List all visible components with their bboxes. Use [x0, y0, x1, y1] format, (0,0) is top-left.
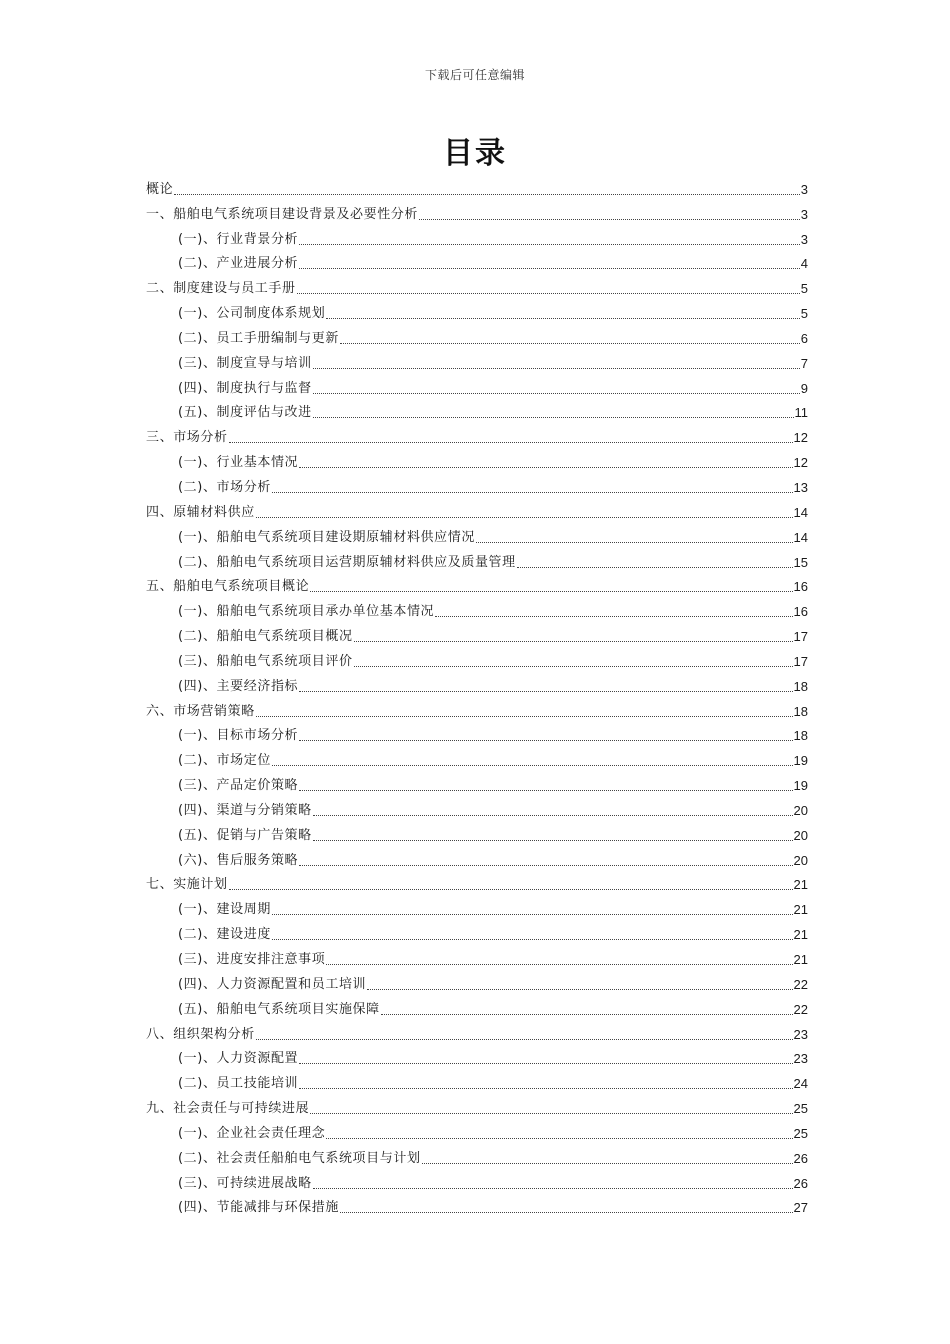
- toc-dot-leader: [476, 542, 793, 543]
- toc-entry-title: 概论: [146, 181, 174, 197]
- toc-dot-leader: [310, 591, 792, 592]
- toc-page-number: 27: [793, 1200, 808, 1216]
- toc-section-entry[interactable]: [146, 447, 808, 472]
- toc-section-entry[interactable]: [146, 522, 808, 547]
- toc-entry-title: 八、组织架构分析: [146, 1026, 255, 1042]
- toc-dot-leader: [381, 1014, 793, 1015]
- toc-section-entry[interactable]: [146, 1118, 808, 1143]
- toc-chapter-entry[interactable]: [146, 1093, 808, 1118]
- toc-page-number: 23: [793, 1026, 808, 1042]
- toc-dot-leader: [272, 939, 793, 940]
- toc-section-entry[interactable]: [146, 398, 808, 423]
- toc-dot-leader: [517, 567, 793, 568]
- toc-page-number: 14: [793, 529, 808, 545]
- toc-dot-leader: [297, 293, 800, 294]
- toc-entry-title: (三)、进度安排注意事项: [178, 952, 326, 967]
- toc-dot-leader: [272, 765, 793, 766]
- toc-page-number: 22: [793, 976, 808, 992]
- toc-entry-title: (二)、船舶电气系统项目运营期原辅材料供应及质量管理: [178, 554, 516, 570]
- toc-dot-leader: [422, 1163, 793, 1164]
- page-header-note: 下载后可任意编辑: [424, 68, 525, 82]
- toc-dot-leader: [272, 914, 793, 915]
- toc-page-number: 26: [793, 1175, 808, 1191]
- toc-section-entry[interactable]: [146, 298, 808, 323]
- toc-page-number: 23: [793, 1051, 808, 1067]
- toc-section-entry[interactable]: [146, 795, 808, 820]
- toc-dot-leader: [256, 1039, 793, 1040]
- toc-dot-leader: [310, 1113, 792, 1114]
- toc-chapter-entry[interactable]: [146, 696, 808, 721]
- toc-dot-leader: [326, 964, 792, 965]
- toc-entry-title: (二)、建设进度: [178, 927, 271, 943]
- toc-section-entry[interactable]: [146, 944, 808, 969]
- toc-entry-title: (一)、行业背景分析: [178, 231, 299, 247]
- toc-dot-leader: [313, 1188, 793, 1189]
- toc-dot-leader: [326, 1138, 792, 1139]
- toc-entry-title: 九、社会责任与可持续进展: [146, 1101, 310, 1117]
- toc-dot-leader: [299, 268, 800, 269]
- toc-page-number: 20: [793, 852, 808, 868]
- toc-page-number: 18: [793, 678, 808, 694]
- toc-page-number: 18: [793, 728, 808, 744]
- toc-entry-title: (一)、船舶电气系统项目建设期原辅材料供应情况: [178, 529, 475, 545]
- toc-entry-title: (六)、售后服务策略: [178, 852, 299, 868]
- toc-entry-title: (五)、促销与广告策略: [178, 827, 312, 843]
- toc-page-number: 25: [793, 1125, 808, 1141]
- toc-dot-leader: [272, 492, 793, 493]
- toc-page-number: 3: [800, 206, 808, 222]
- toc-page-number: 18: [793, 703, 808, 719]
- toc-chapter-entry[interactable]: [146, 174, 808, 199]
- toc-page-number: 14: [793, 504, 808, 520]
- toc-dot-leader: [326, 318, 799, 319]
- toc-page-number: 3: [800, 231, 808, 247]
- toc-page-number: 20: [793, 802, 808, 818]
- toc-entry-title: 六、市场营销策略: [146, 703, 255, 719]
- toc-dot-leader: [435, 616, 792, 617]
- toc-section-entry[interactable]: [146, 621, 808, 646]
- toc-dot-leader: [299, 790, 792, 791]
- toc-entry-title: 二、制度建设与员工手册: [146, 281, 296, 297]
- toc-section-entry[interactable]: [146, 596, 808, 621]
- toc-entry-title: (二)、员工技能培训: [178, 1076, 299, 1092]
- toc-page-number: 24: [793, 1076, 808, 1092]
- toc-dot-leader: [313, 417, 794, 418]
- toc-dot-leader: [299, 1088, 792, 1089]
- toc-chapter-entry[interactable]: [146, 199, 808, 224]
- toc-dot-leader: [313, 368, 800, 369]
- toc-section-entry[interactable]: [146, 770, 808, 795]
- toc-dot-leader: [313, 815, 793, 816]
- toc-entry-title: 三、市场分析: [146, 430, 228, 446]
- toc-entry-title: (二)、员工手册编制与更新: [178, 330, 339, 346]
- toc-section-entry[interactable]: [146, 721, 808, 746]
- toc-entry-title: (五)、制度评估与改进: [178, 405, 312, 421]
- toc-page-number: 3: [800, 181, 808, 197]
- toc-entry-title: (一)、企业社会责任理念: [178, 1125, 326, 1141]
- toc-entry-title: (一)、公司制度体系规划: [178, 306, 326, 322]
- toc-section-entry[interactable]: [146, 845, 808, 870]
- toc-dot-leader: [299, 244, 800, 245]
- toc-section-entry[interactable]: [146, 745, 808, 770]
- toc-chapter-entry[interactable]: [146, 572, 808, 597]
- toc-dot-leader: [256, 517, 793, 518]
- toc-page-number: 13: [793, 479, 808, 495]
- toc-section-entry[interactable]: [146, 969, 808, 994]
- toc-dot-leader: [299, 740, 792, 741]
- table-of-contents: [146, 174, 808, 1217]
- toc-entry-title: 四、原辅材料供应: [146, 504, 255, 520]
- toc-dot-leader: [256, 716, 793, 717]
- toc-entry-title: (一)、建设周期: [178, 902, 271, 918]
- toc-section-entry[interactable]: [146, 919, 808, 944]
- toc-dot-leader: [354, 641, 793, 642]
- toc-entry-title: (二)、产业进展分析: [178, 256, 299, 272]
- toc-dot-leader: [174, 194, 800, 195]
- toc-page-number: 25: [793, 1101, 808, 1117]
- toc-page-number: 12: [793, 455, 808, 471]
- toc-page-number: 9: [800, 380, 808, 396]
- toc-entry-title: (一)、人力资源配置: [178, 1051, 299, 1067]
- toc-page-number: 21: [793, 877, 808, 893]
- toc-dot-leader: [313, 840, 793, 841]
- toc-section-entry[interactable]: [146, 224, 808, 249]
- toc-section-entry[interactable]: [146, 547, 808, 572]
- toc-entry-title: (二)、市场定位: [178, 753, 271, 769]
- toc-dot-leader: [299, 865, 792, 866]
- toc-dot-leader: [299, 691, 792, 692]
- toc-page-number: 12: [793, 430, 808, 446]
- toc-page-number: 17: [793, 653, 808, 669]
- toc-section-entry[interactable]: [146, 1068, 808, 1093]
- toc-section-entry[interactable]: [146, 994, 808, 1019]
- toc-dot-leader: [299, 1063, 792, 1064]
- toc-entry-title: (四)、节能减排与环保措施: [178, 1200, 339, 1216]
- toc-entry-title: 七、实施计划: [146, 877, 228, 893]
- toc-section-entry[interactable]: [146, 472, 808, 497]
- toc-entry-title: (二)、社会责任船舶电气系统项目与计划: [178, 1150, 421, 1166]
- toc-page-number: 5: [800, 306, 808, 322]
- toc-entry-title: (一)、目标市场分析: [178, 728, 299, 744]
- toc-dot-leader: [299, 467, 792, 468]
- toc-page-number: 15: [793, 554, 808, 570]
- toc-section-entry[interactable]: [146, 820, 808, 845]
- toc-page-number: 4: [800, 256, 808, 272]
- toc-chapter-entry[interactable]: [146, 1019, 808, 1044]
- toc-section-entry[interactable]: [146, 894, 808, 919]
- toc-chapter-entry[interactable]: [146, 422, 808, 447]
- toc-entry-title: (四)、人力资源配置和员工培训: [178, 976, 367, 992]
- toc-entry-title: (一)、行业基本情况: [178, 455, 299, 471]
- toc-section-entry[interactable]: [146, 1168, 808, 1193]
- toc-page-number: 16: [793, 579, 808, 595]
- toc-entry-title: (四)、主要经济指标: [178, 678, 299, 694]
- toc-section-entry[interactable]: [146, 348, 808, 373]
- toc-entry-title: 一、船舶电气系统项目建设背景及必要性分析: [146, 206, 419, 222]
- toc-chapter-entry[interactable]: [146, 497, 808, 522]
- toc-chapter-entry[interactable]: [146, 273, 808, 298]
- toc-page-number: 19: [793, 753, 808, 769]
- toc-section-entry[interactable]: [146, 671, 808, 696]
- toc-page-number: 17: [793, 629, 808, 645]
- toc-dot-leader: [229, 889, 793, 890]
- toc-dot-leader: [229, 442, 793, 443]
- toc-dot-leader: [419, 219, 800, 220]
- toc-page-number: 6: [800, 330, 808, 346]
- toc-page-number: 16: [793, 604, 808, 620]
- toc-entry-title: 五、船舶电气系统项目概论: [146, 579, 310, 595]
- toc-entry-title: (五)、船舶电气系统项目实施保障: [178, 1001, 380, 1017]
- toc-dot-leader: [367, 989, 792, 990]
- toc-entry-title: (一)、船舶电气系统项目承办单位基本情况: [178, 604, 435, 620]
- toc-chapter-entry[interactable]: [146, 870, 808, 895]
- toc-page-number: 21: [793, 927, 808, 943]
- toc-page-number: 5: [800, 281, 808, 297]
- toc-entry-title: (二)、船舶电气系统项目概况: [178, 629, 353, 645]
- toc-section-entry[interactable]: [146, 1193, 808, 1218]
- toc-page-number: 21: [793, 952, 808, 967]
- toc-dot-leader: [340, 1212, 793, 1213]
- toc-dot-leader: [313, 393, 800, 394]
- toc-dot-leader: [354, 666, 793, 667]
- toc-entry-title: (三)、产品定价策略: [178, 778, 299, 794]
- toc-title: 目录: [443, 136, 507, 171]
- toc-section-entry[interactable]: [146, 646, 808, 671]
- toc-entry-title: (四)、制度执行与监督: [178, 380, 312, 396]
- toc-entry-title: (四)、渠道与分销策略: [178, 802, 312, 818]
- toc-page-number: 11: [794, 405, 808, 421]
- toc-entry-title: (三)、船舶电气系统项目评价: [178, 653, 353, 669]
- toc-page-number: 7: [800, 355, 808, 371]
- toc-section-entry[interactable]: [146, 249, 808, 274]
- toc-page-number: 21: [793, 902, 808, 918]
- toc-section-entry[interactable]: [146, 1044, 808, 1069]
- toc-entry-title: (三)、制度宣导与培训: [178, 355, 312, 371]
- toc-section-entry[interactable]: [146, 373, 808, 398]
- toc-entry-title: (二)、市场分析: [178, 479, 271, 495]
- toc-section-entry[interactable]: [146, 323, 808, 348]
- toc-page-number: 22: [793, 1001, 808, 1017]
- toc-dot-leader: [340, 343, 800, 344]
- toc-entry-title: (三)、可持续进展战略: [178, 1175, 312, 1191]
- toc-page-number: 19: [793, 778, 808, 794]
- toc-page-number: 26: [793, 1150, 808, 1166]
- toc-page-number: 20: [793, 827, 808, 843]
- toc-section-entry[interactable]: [146, 1143, 808, 1168]
